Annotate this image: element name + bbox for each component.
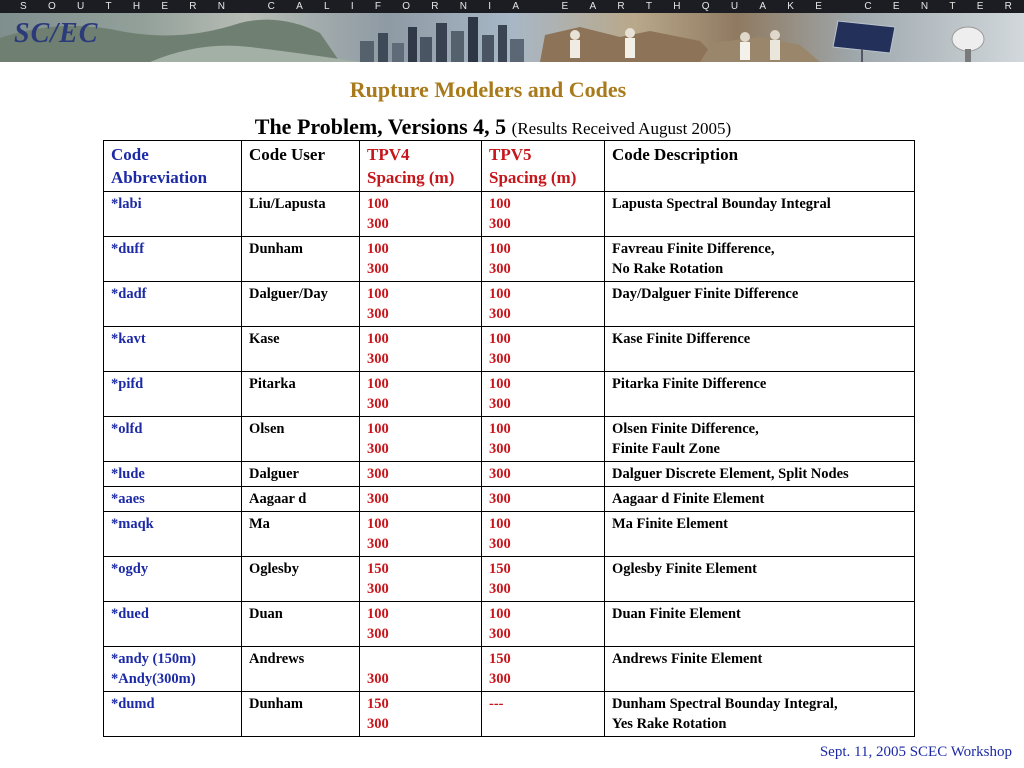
cell-tpv4 — [360, 237, 482, 282]
cell-line: Dalguer Discrete Element, Split Nodes — [612, 466, 849, 482]
cell-line: 300 — [489, 216, 511, 232]
banner-letter: F — [374, 1, 381, 12]
cell-description — [605, 602, 915, 647]
header-code-abbreviation — [104, 141, 242, 192]
banner-letter: A — [296, 1, 303, 12]
cell-user — [242, 282, 360, 327]
cell-line: Pitarka Finite Difference — [612, 376, 767, 392]
cell-line: *aaes — [111, 491, 145, 507]
cell-tpv4 — [360, 692, 482, 737]
cell-line: *dumd — [111, 696, 155, 712]
cell-line: 300 — [367, 351, 389, 367]
cell-description — [605, 487, 915, 512]
cell-line: 300 — [489, 581, 511, 597]
cell-line: --- — [489, 696, 504, 712]
banner-letter: N — [217, 1, 226, 12]
header-line: Code — [111, 145, 149, 164]
table-row — [104, 462, 915, 487]
banner-letter: U — [76, 1, 85, 12]
header-banner — [0, 0, 1024, 62]
cell-tpv5 — [482, 327, 605, 372]
cell-line: Liu/Lapusta — [249, 196, 326, 212]
cell-line: 300 — [489, 491, 511, 507]
banner-letter: R — [189, 1, 197, 12]
cell-description — [605, 462, 915, 487]
cell-tpv5 — [482, 417, 605, 462]
cell-line: 100 — [489, 421, 511, 437]
banner-letter: O — [402, 1, 411, 12]
banner-letter: C — [864, 1, 872, 12]
cell-line: 100 — [367, 421, 389, 437]
cell-line: 100 — [489, 196, 511, 212]
banner-letter: I — [350, 1, 354, 12]
table-body — [104, 192, 915, 737]
table-row — [104, 237, 915, 282]
cell-line: *andy (150m) — [111, 651, 196, 667]
cell-user — [242, 237, 360, 282]
cell-tpv5 — [482, 512, 605, 557]
banner-photo-collage — [0, 13, 1024, 62]
cell-line: 100 — [367, 286, 389, 302]
cell-user — [242, 192, 360, 237]
banner-letter: A — [589, 1, 597, 12]
cell-description — [605, 327, 915, 372]
banner-letter: T — [105, 1, 112, 12]
cell-line: 100 — [489, 286, 511, 302]
cell-tpv4 — [360, 602, 482, 647]
cell-description — [605, 557, 915, 602]
cell-line: 100 — [367, 376, 389, 392]
cell-code — [104, 602, 242, 647]
table-row — [104, 417, 915, 462]
cell-line: 300 — [489, 306, 511, 322]
header-code-user — [242, 141, 360, 192]
cell-line: Finite Fault Zone — [612, 441, 720, 457]
cell-code — [104, 282, 242, 327]
cell-line: Olsen — [249, 421, 285, 437]
cell-line: 300 — [367, 581, 389, 597]
cell-line: 100 — [489, 606, 511, 622]
cell-code — [104, 462, 242, 487]
footer-text: Sept. 11, 2005 SCEC Workshop — [819, 744, 1012, 760]
cell-line: *lude — [111, 466, 145, 482]
cell-line: 300 — [367, 626, 389, 642]
header-tpv4 — [360, 141, 482, 192]
header-line: Abbreviation — [111, 168, 208, 187]
cell-line: *dued — [111, 606, 149, 622]
banner-letter: N — [459, 1, 468, 12]
cell-tpv5 — [482, 557, 605, 602]
banner-letter: Q — [701, 1, 710, 12]
cell-line: Pitarka — [249, 376, 296, 392]
cell-line: Duan Finite Element — [612, 606, 741, 622]
cell-user — [242, 602, 360, 647]
cell-tpv5 — [482, 282, 605, 327]
cell-line: 150 — [489, 651, 511, 667]
table-row — [104, 487, 915, 512]
cell-line: *olfd — [111, 421, 143, 437]
cell-tpv5 — [482, 692, 605, 737]
cell-description — [605, 192, 915, 237]
cell-code — [104, 557, 242, 602]
header-line: Code Description — [612, 145, 739, 164]
cell-line: 150 — [367, 696, 389, 712]
cell-line: 300 — [367, 671, 389, 687]
table-row — [104, 692, 915, 737]
cell-line: 150 — [489, 561, 511, 577]
cell-line: Yes Rake Rotation — [612, 716, 727, 732]
cell-description — [605, 512, 915, 557]
banner-letter: O — [47, 1, 56, 12]
cell-line: 100 — [489, 376, 511, 392]
cell-tpv4 — [360, 372, 482, 417]
header-line: TPV4 — [367, 145, 410, 164]
cell-user — [242, 327, 360, 372]
cell-line: Andrews Finite Element — [612, 651, 763, 667]
table-row — [104, 282, 915, 327]
cell-line: Lapusta Spectral Bounday Integral — [612, 196, 831, 212]
header-line: TPV5 — [489, 145, 532, 164]
banner-letter: E — [892, 1, 900, 12]
cell-tpv5 — [482, 192, 605, 237]
cell-user — [242, 557, 360, 602]
banner-letter: C — [267, 1, 275, 12]
cell-line: 100 — [489, 331, 511, 347]
cell-tpv5 — [482, 372, 605, 417]
cell-line: Dunham — [249, 696, 303, 712]
cell-tpv5 — [482, 237, 605, 282]
cell-code — [104, 417, 242, 462]
banner-letter: H — [132, 1, 141, 12]
cell-line: 300 — [367, 466, 389, 482]
cell-tpv4 — [360, 327, 482, 372]
cell-line: Duan — [249, 606, 283, 622]
banner-letter: A — [759, 1, 767, 12]
cell-user — [242, 647, 360, 692]
cell-line: *dadf — [111, 286, 147, 302]
cell-line: 300 — [489, 466, 511, 482]
cell-description — [605, 282, 915, 327]
cell-user — [242, 487, 360, 512]
cell-user — [242, 512, 360, 557]
cell-line: 300 — [367, 306, 389, 322]
cell-tpv4 — [360, 557, 482, 602]
cell-line — [367, 649, 474, 669]
cell-line: 100 — [367, 331, 389, 347]
cell-line: 300 — [489, 441, 511, 457]
cell-line: 100 — [489, 516, 511, 532]
cell-line: Dalguer — [249, 466, 299, 482]
banner-letter: L — [324, 1, 330, 12]
table-row — [104, 192, 915, 237]
cell-line: 100 — [367, 241, 389, 257]
banner-letter: T — [949, 1, 956, 12]
cell-tpv5 — [482, 487, 605, 512]
cell-line: 300 — [367, 441, 389, 457]
cell-line: *duff — [111, 241, 145, 257]
cell-line: Oglesby Finite Element — [612, 561, 757, 577]
banner-letter: R — [431, 1, 439, 12]
cell-line: *maqk — [111, 516, 154, 532]
banner-letter: K — [787, 1, 794, 12]
cell-line: *ogdy — [111, 561, 149, 577]
table-row — [104, 372, 915, 417]
cell-line: 300 — [367, 491, 389, 507]
cell-line: *Andy(300m) — [111, 671, 196, 687]
table-row — [104, 327, 915, 372]
cell-line: 300 — [489, 351, 511, 367]
cell-line: Oglesby — [249, 561, 299, 577]
cell-code — [104, 237, 242, 282]
banner-letter: R — [1004, 1, 1012, 12]
cell-code — [104, 487, 242, 512]
header-tpv5 — [482, 141, 605, 192]
header-line: Spacing (m) — [489, 168, 577, 187]
cell-user — [242, 372, 360, 417]
cell-description — [605, 647, 915, 692]
cell-tpv4 — [360, 462, 482, 487]
cell-code — [104, 692, 242, 737]
cell-line: Andrews — [249, 651, 305, 667]
cell-tpv4 — [360, 512, 482, 557]
cell-description — [605, 237, 915, 282]
cell-line: 300 — [489, 626, 511, 642]
cell-line: Day/Dalguer Finite Difference — [612, 286, 799, 302]
cell-line: Aagaar d — [249, 491, 307, 507]
cell-line: Dalguer/Day — [249, 286, 328, 302]
table-row — [104, 557, 915, 602]
cell-line: 300 — [367, 216, 389, 232]
cell-tpv4 — [360, 647, 482, 692]
cell-line: 300 — [489, 261, 511, 277]
banner-title-letters — [0, 0, 1024, 13]
table-header-row — [104, 141, 915, 192]
cell-line: Kase — [249, 331, 280, 347]
cell-line: Ma — [249, 516, 270, 532]
banner-letter: E — [815, 1, 822, 12]
cell-user — [242, 417, 360, 462]
cell-code — [104, 647, 242, 692]
cell-line: 300 — [367, 716, 389, 732]
banner-letter: I — [488, 1, 492, 12]
cell-tpv4 — [360, 417, 482, 462]
subtitle-note: (Results Received August 2005) — [511, 119, 732, 138]
table-row — [104, 647, 915, 692]
cell-code — [104, 372, 242, 417]
cell-line: 150 — [367, 561, 389, 577]
table-row — [104, 602, 915, 647]
cell-line: 100 — [367, 606, 389, 622]
cell-line: Ma Finite Element — [612, 516, 728, 532]
table-row — [104, 512, 915, 557]
cell-tpv5 — [482, 602, 605, 647]
cell-tpv5 — [482, 647, 605, 692]
cell-line: 300 — [367, 536, 389, 552]
cell-line: 300 — [367, 261, 389, 277]
cell-line: Kase Finite Difference — [612, 331, 751, 347]
page-title: Rupture Modelers and Codes — [349, 77, 627, 102]
cell-description — [605, 417, 915, 462]
cell-line: Dunham Spectral Bounday Integral, — [612, 696, 838, 712]
cell-line: 100 — [367, 196, 389, 212]
cell-line: *pifd — [111, 376, 144, 392]
cell-line: 300 — [367, 396, 389, 412]
cell-user — [242, 462, 360, 487]
cell-code — [104, 192, 242, 237]
header-line: Spacing (m) — [367, 168, 455, 187]
cell-line: Dunham — [249, 241, 303, 257]
banner-letter: S — [20, 1, 27, 12]
cell-tpv4 — [360, 282, 482, 327]
cell-line: No Rake Rotation — [612, 261, 724, 277]
banner-letter: E — [976, 1, 984, 12]
cell-description — [605, 372, 915, 417]
cell-code — [104, 512, 242, 557]
banner-letter: U — [730, 1, 739, 12]
cell-line: *kavt — [111, 331, 146, 347]
cell-tpv5 — [482, 462, 605, 487]
cell-line: 100 — [489, 241, 511, 257]
banner-letter: E — [561, 1, 569, 12]
cell-code — [104, 327, 242, 372]
header-line: Code User — [249, 145, 326, 164]
cell-line: 300 — [489, 536, 511, 552]
banner-letter: H — [673, 1, 681, 12]
cell-tpv4 — [360, 487, 482, 512]
cell-line: Favreau Finite Difference, — [612, 241, 775, 257]
cell-line: 300 — [489, 396, 511, 412]
cell-line: *labi — [111, 196, 142, 212]
cell-line: 100 — [367, 516, 389, 532]
banner-letter: N — [920, 1, 929, 12]
header-code-description — [605, 141, 915, 192]
cell-user — [242, 692, 360, 737]
banner-letter: T — [645, 1, 653, 12]
cell-line: Aagaar d Finite Element — [612, 491, 765, 507]
cell-tpv4 — [360, 192, 482, 237]
banner-letter: R — [617, 1, 625, 12]
page-subtitle — [0, 114, 986, 140]
scec-logo: SC/EC — [14, 18, 99, 49]
banner-letter: A — [512, 1, 520, 12]
codes-table — [103, 140, 915, 737]
banner-letter: E — [161, 1, 169, 12]
cell-line: 300 — [489, 671, 511, 687]
cell-line: Olsen Finite Difference, — [612, 421, 759, 437]
subtitle-main: The Problem, Versions 4, 5 — [254, 114, 507, 139]
cell-description — [605, 692, 915, 737]
